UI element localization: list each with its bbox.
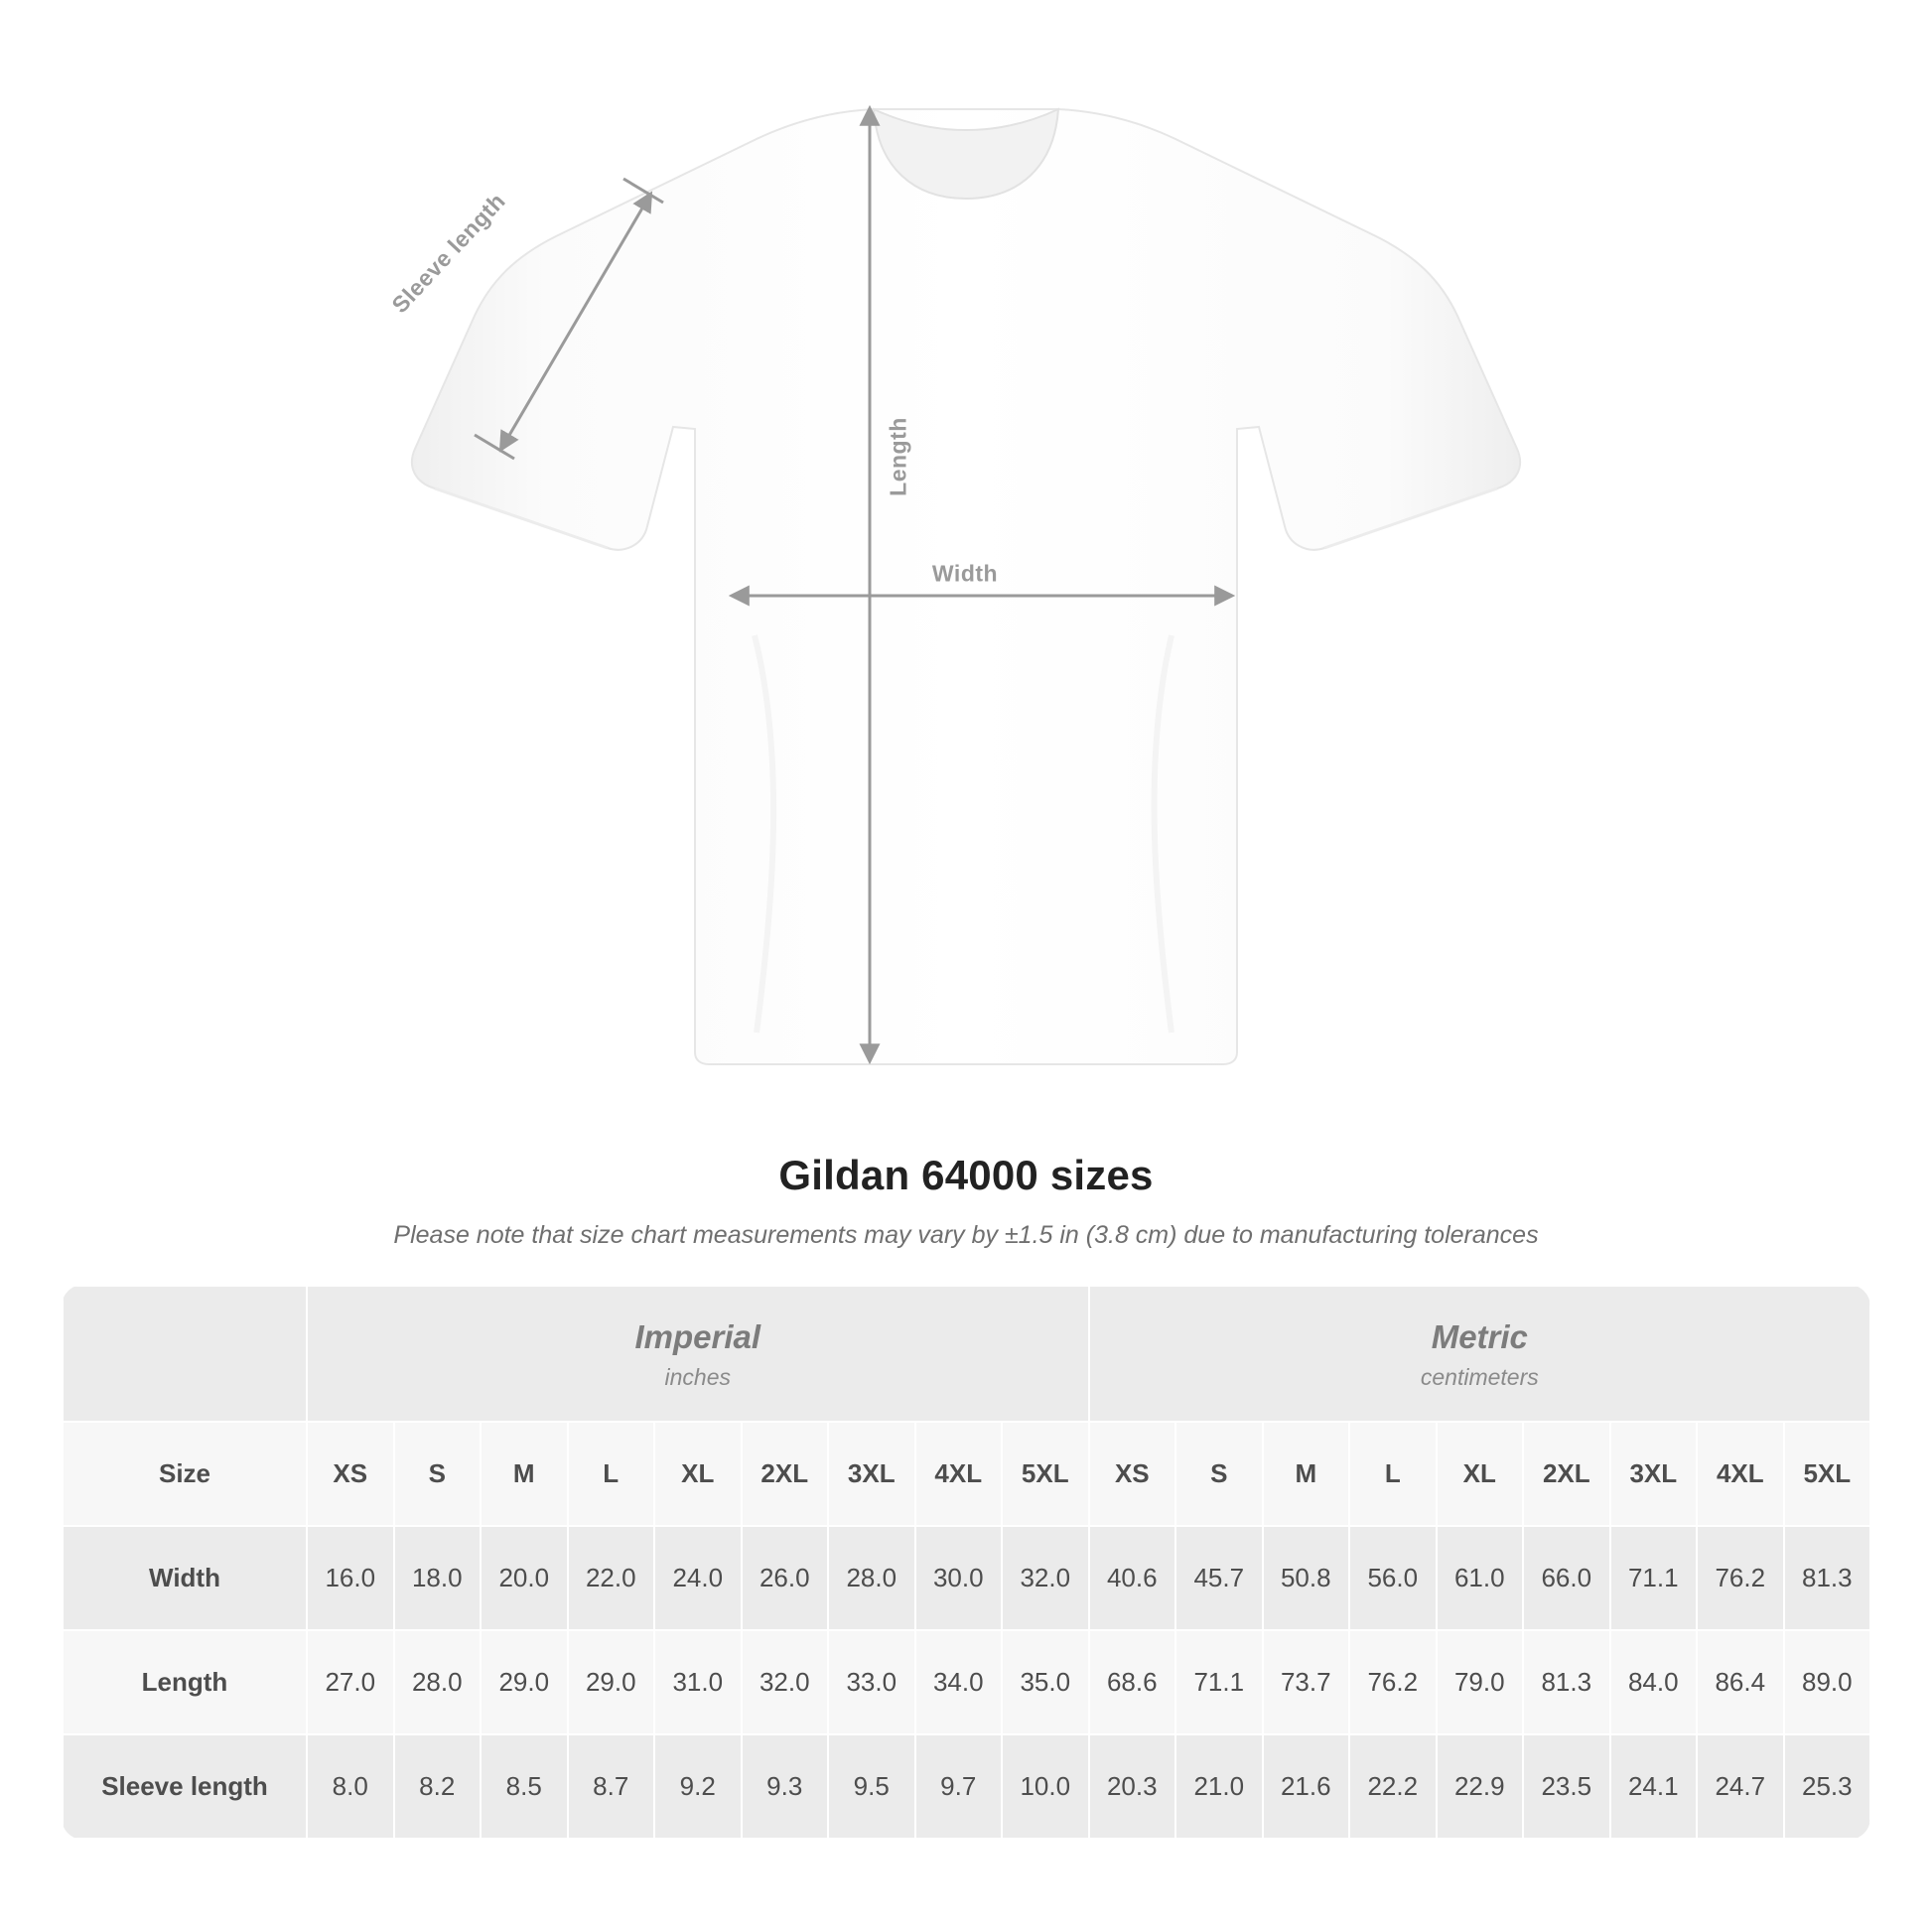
table-cell: 81.3 xyxy=(1523,1630,1610,1734)
width-label: Width xyxy=(931,560,999,587)
table-cell: 20.3 xyxy=(1089,1734,1176,1839)
table-cell: 89.0 xyxy=(1784,1630,1870,1734)
size-header-cell: XL xyxy=(1437,1422,1524,1526)
table-cell: 18.0 xyxy=(394,1526,482,1630)
table-cell: 9.2 xyxy=(654,1734,742,1839)
title-block xyxy=(0,1152,1932,1250)
table-row xyxy=(63,1630,1870,1734)
size-header-cell: 4XL xyxy=(1697,1422,1784,1526)
table-cell: 29.0 xyxy=(568,1630,655,1734)
size-header-cell: XS xyxy=(307,1422,394,1526)
size-header-cell: S xyxy=(1175,1422,1263,1526)
table-cell: 16.0 xyxy=(307,1526,394,1630)
table-cell: 79.0 xyxy=(1437,1630,1524,1734)
size-header-cell: M xyxy=(481,1422,568,1526)
size-header-cell: 2XL xyxy=(1523,1422,1610,1526)
table-cell: 22.2 xyxy=(1349,1734,1437,1839)
table-cell: 76.2 xyxy=(1349,1630,1437,1734)
size-header-cell: 3XL xyxy=(1610,1422,1698,1526)
unit-group-imperial-sub: inches xyxy=(664,1364,731,1390)
table-cell: 20.0 xyxy=(481,1526,568,1630)
size-header-cell: XS xyxy=(1089,1422,1176,1526)
table-cell: 22.0 xyxy=(568,1526,655,1630)
table-cell: 10.0 xyxy=(1002,1734,1089,1839)
table-cell: 66.0 xyxy=(1523,1526,1610,1630)
table-cell: 8.0 xyxy=(307,1734,394,1839)
unit-group-imperial xyxy=(307,1286,1089,1422)
sleeve-length-label: Sleeve length xyxy=(386,188,510,319)
tolerance-note: Please note that size chart measurements may vary by ±1.5 in (3.8 cm) due to manufacturing tolerances xyxy=(393,1221,1539,1249)
table-cell: 26.0 xyxy=(742,1526,829,1630)
table-cell: 21.0 xyxy=(1175,1734,1263,1839)
table-cell: 33.0 xyxy=(828,1630,915,1734)
table-corner-cell xyxy=(63,1286,307,1422)
unit-group-metric xyxy=(1089,1286,1870,1422)
row-label: Width xyxy=(63,1526,307,1630)
table-cell: 86.4 xyxy=(1697,1630,1784,1734)
unit-group-metric-name: Metric xyxy=(1431,1318,1528,1355)
unit-group-metric-sub: centimeters xyxy=(1420,1364,1539,1390)
table-row xyxy=(63,1526,1870,1630)
size-table-wrapper xyxy=(62,1285,1870,1840)
table-cell: 23.5 xyxy=(1523,1734,1610,1839)
unit-group-row xyxy=(63,1286,1870,1422)
size-header-cell: 5XL xyxy=(1784,1422,1870,1526)
table-cell: 31.0 xyxy=(654,1630,742,1734)
table-cell: 76.2 xyxy=(1697,1526,1784,1630)
table-cell: 34.0 xyxy=(915,1630,1003,1734)
table-cell: 27.0 xyxy=(307,1630,394,1734)
size-header-cell: L xyxy=(1349,1422,1437,1526)
size-header-cell: 3XL xyxy=(828,1422,915,1526)
table-cell: 24.1 xyxy=(1610,1734,1698,1839)
table-cell: 9.7 xyxy=(915,1734,1003,1839)
table-cell: 8.5 xyxy=(481,1734,568,1839)
table-cell: 25.3 xyxy=(1784,1734,1870,1839)
table-cell: 9.3 xyxy=(742,1734,829,1839)
table-cell: 50.8 xyxy=(1263,1526,1350,1630)
table-cell: 8.7 xyxy=(568,1734,655,1839)
table-row xyxy=(63,1734,1870,1839)
row-label: Length xyxy=(63,1630,307,1734)
size-header-cell: 2XL xyxy=(742,1422,829,1526)
table-cell: 71.1 xyxy=(1610,1526,1698,1630)
table-cell: 81.3 xyxy=(1784,1526,1870,1630)
table-cell: 56.0 xyxy=(1349,1526,1437,1630)
size-header-cell: XL xyxy=(654,1422,742,1526)
row-label: Sleeve length xyxy=(63,1734,307,1839)
size-header-label: Size xyxy=(63,1422,307,1526)
table-cell: 35.0 xyxy=(1002,1630,1089,1734)
length-label: Length xyxy=(885,417,911,496)
table-cell: 40.6 xyxy=(1089,1526,1176,1630)
table-cell: 22.9 xyxy=(1437,1734,1524,1839)
table-cell: 8.2 xyxy=(394,1734,482,1839)
table-cell: 68.6 xyxy=(1089,1630,1176,1734)
table-cell: 28.0 xyxy=(394,1630,482,1734)
table-cell: 24.0 xyxy=(654,1526,742,1630)
size-header-cell: L xyxy=(568,1422,655,1526)
table-cell: 24.7 xyxy=(1697,1734,1784,1839)
table-cell: 21.6 xyxy=(1263,1734,1350,1839)
table-cell: 30.0 xyxy=(915,1526,1003,1630)
table-cell: 61.0 xyxy=(1437,1526,1524,1630)
page-title: Gildan 64000 sizes xyxy=(778,1152,1154,1198)
table-cell: 28.0 xyxy=(828,1526,915,1630)
table-cell: 9.5 xyxy=(828,1734,915,1839)
table-cell: 32.0 xyxy=(1002,1526,1089,1630)
size-header-row xyxy=(63,1422,1870,1526)
size-table xyxy=(62,1285,1870,1840)
size-header-cell: 5XL xyxy=(1002,1422,1089,1526)
table-cell: 45.7 xyxy=(1175,1526,1263,1630)
table-cell: 29.0 xyxy=(481,1630,568,1734)
table-cell: 32.0 xyxy=(742,1630,829,1734)
table-cell: 71.1 xyxy=(1175,1630,1263,1734)
table-cell: 73.7 xyxy=(1263,1630,1350,1734)
size-header-cell: 4XL xyxy=(915,1422,1003,1526)
size-header-cell: S xyxy=(394,1422,482,1526)
table-cell: 84.0 xyxy=(1610,1630,1698,1734)
size-header-cell: M xyxy=(1263,1422,1350,1526)
unit-group-imperial-name: Imperial xyxy=(634,1318,761,1355)
